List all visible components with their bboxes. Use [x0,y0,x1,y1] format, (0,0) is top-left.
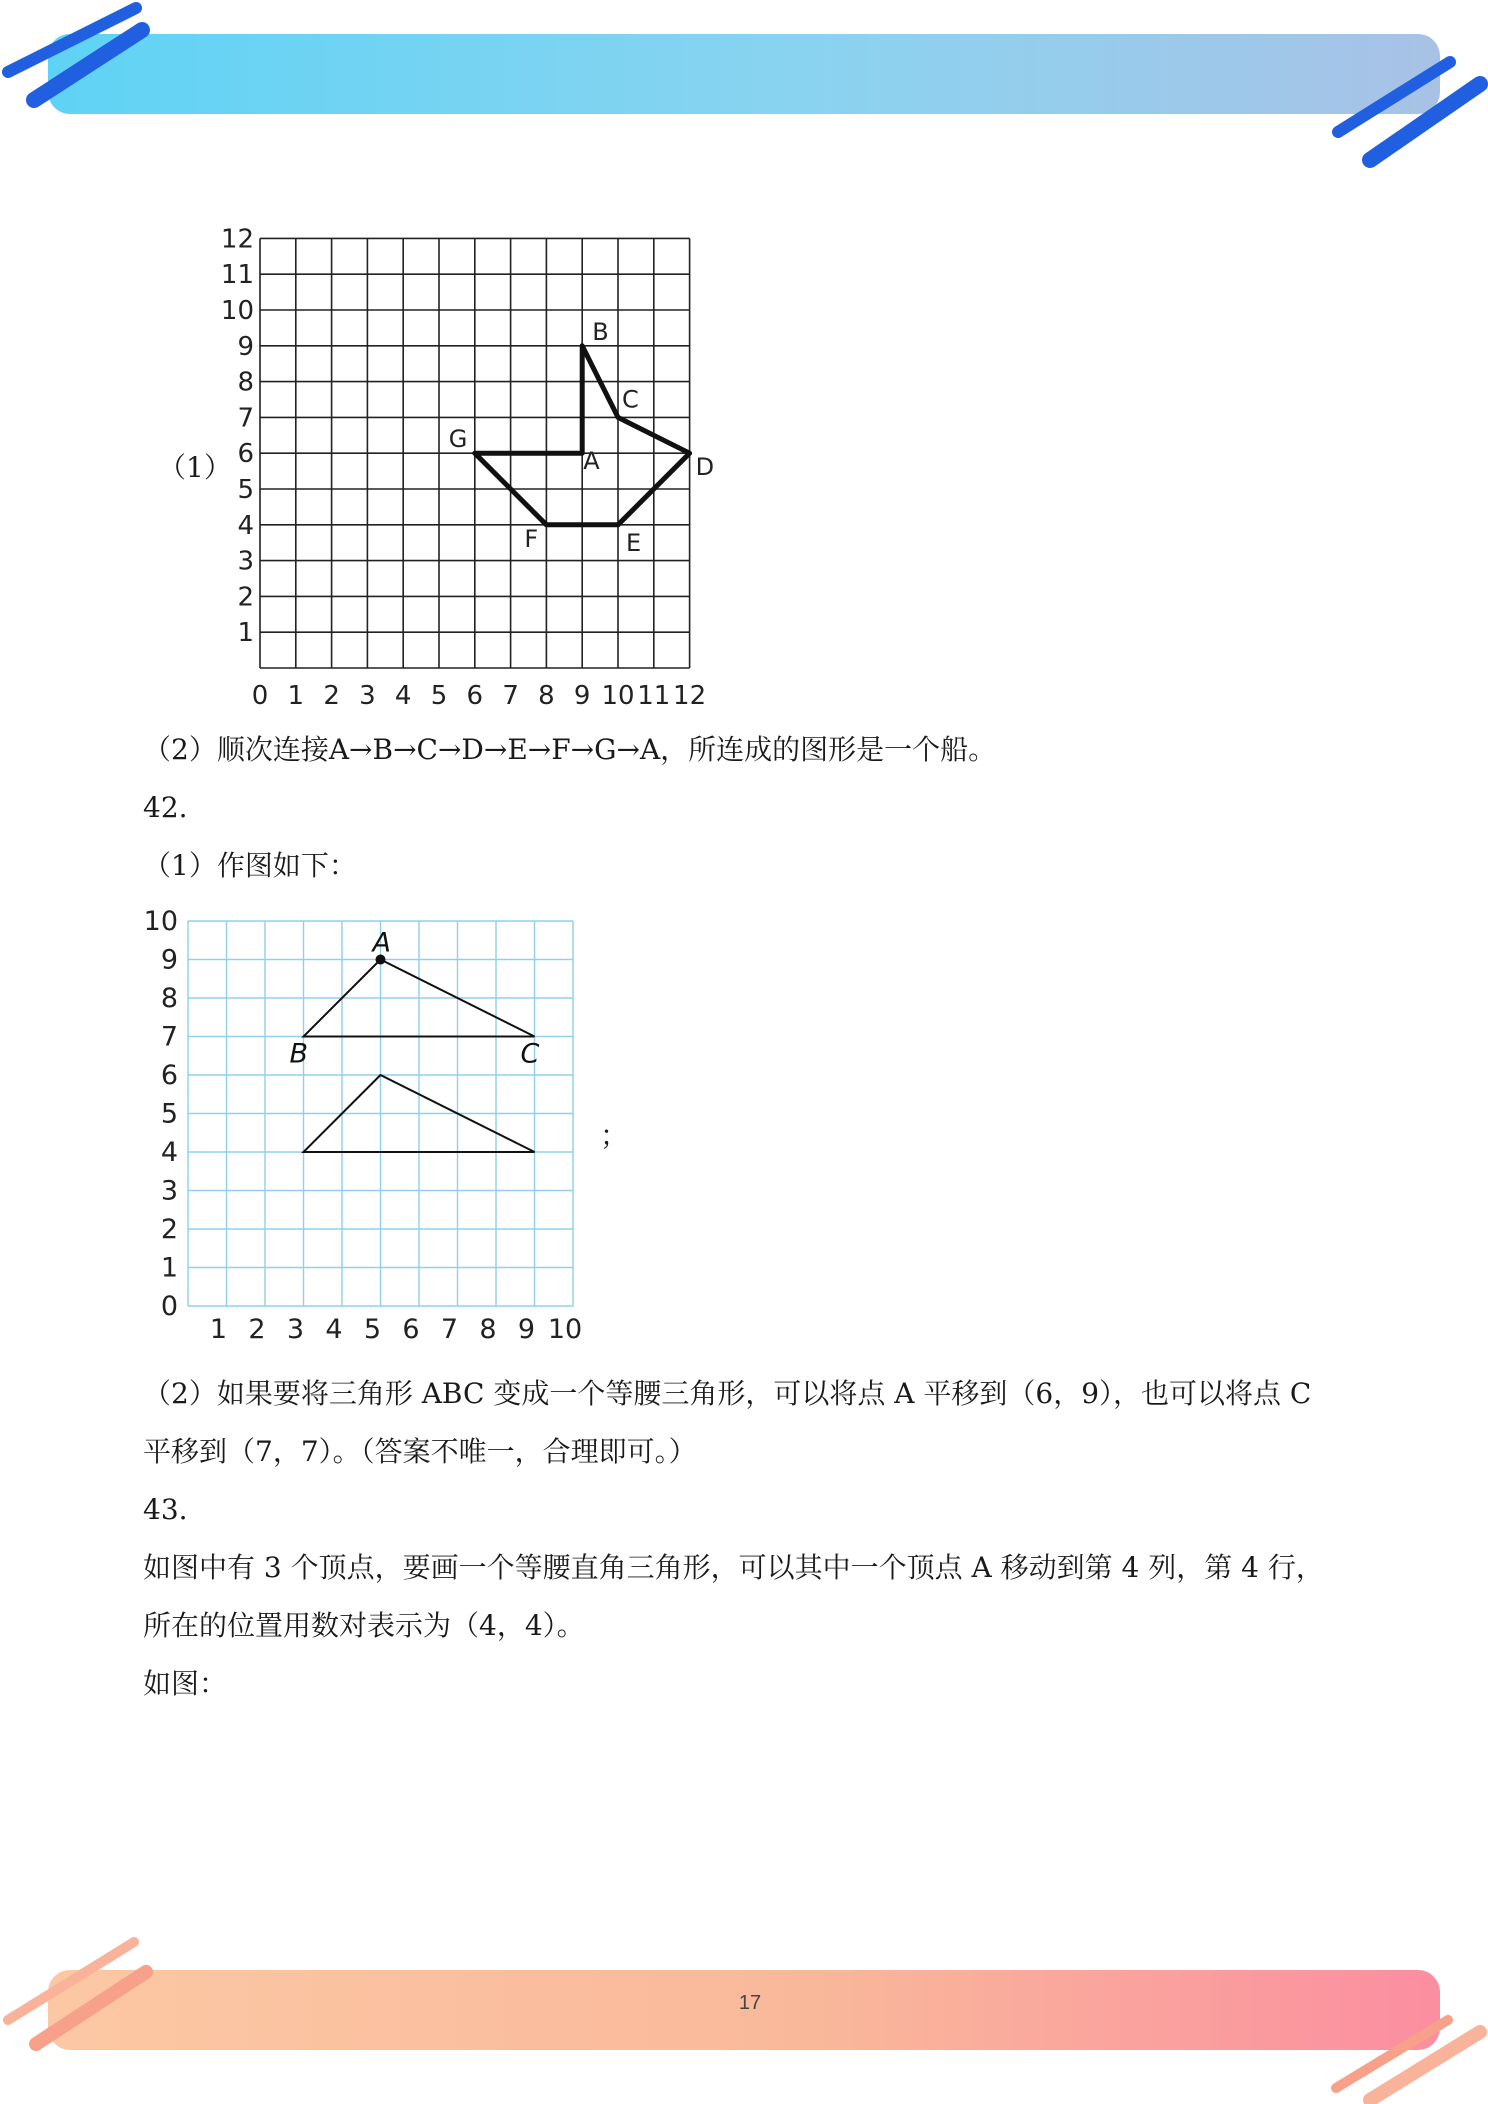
grid1-x-tick-label: 4 [394,681,412,711]
grid1-y-tick-label: 6 [237,439,254,470]
grid2-x-tick-label: 7 [440,1314,459,1345]
triangle-grid-figure [140,900,620,1360]
grid2-y-tick-label: 1 [160,1252,178,1284]
grid2-y-tick-label: 10 [143,906,178,937]
point-label-f: F [524,524,539,553]
grid2-x-tick-label: 10 [547,1314,583,1345]
q43-heading: 43. [143,1493,188,1526]
grid2-x-tick-label: 2 [248,1314,266,1345]
grid1-y-tick-label: 5 [237,475,254,505]
vertex-label-c: C [520,1038,540,1070]
grid1-y-tick-label: 1 [237,618,254,649]
grid1-y-tick-label: 8 [237,367,254,398]
grid2-x-tick-label: 8 [479,1314,497,1345]
grid2-x-tick-label: 9 [517,1314,536,1345]
point-label-e: E [626,528,642,557]
grid2-x-tick-label: 3 [286,1314,305,1345]
grid2-y-tick-label: 8 [160,983,178,1014]
q42-heading: 42. [143,791,188,824]
grid1-x-tick-label: 8 [538,681,555,711]
q41-part2-text: （2）顺次连接A→B→C→D→E→F→G→A，所连成的图形是一个船。 [143,733,997,766]
boat-grid-figure [210,220,740,720]
grid1-x-tick-label: 1 [287,681,305,711]
grid1-y-tick-label: 12 [220,224,254,255]
vertex-label-b: B [289,1038,309,1070]
q42-semicolon: ； [600,1119,629,1152]
point-label-b: B [592,317,609,346]
point-label-d: D [695,453,715,482]
q41-part1-label: （1） [158,451,232,484]
page-number: 17 [738,1992,762,2014]
grid1-x-tick-label: 6 [466,681,484,711]
grid2-x-tick-label: 1 [209,1314,228,1345]
grid1-y-tick-label: 11 [220,260,254,291]
q43-line3: 如图： [143,1667,228,1700]
q43-line1: 如图中有 3 个顶点，要画一个等腰直角三角形，可以其中一个顶点 A 移动到第 4 列，第 4 行， [143,1551,1324,1584]
grid2-x-tick-label: 5 [363,1314,382,1345]
grid1-y-tick-label: 9 [237,331,254,362]
grid2-y-tick-label: 2 [160,1214,178,1245]
grid1-y-tick-label: 3 [237,546,254,577]
grid1-x-tick-label: 7 [502,681,519,711]
grid1-y-tick-label: 4 [237,510,254,541]
grid2-y-tick-label: 4 [160,1137,178,1168]
grid1-y-tick-label: 7 [237,403,254,434]
grid2-y-tick-label: 9 [160,944,178,976]
grid1-x-tick-label: 9 [573,681,591,711]
grid2-y-tick-label: 7 [160,1021,178,1053]
grid1-x-tick-label: 11 [637,681,671,711]
point-label-a: A [583,447,600,476]
header-stripes [0,0,1488,180]
grid2-y-tick-label: 0 [160,1291,178,1322]
grid2-y-tick-label: 5 [160,1098,178,1130]
q42-part2-line2: 平移到（7，7）。（答案不唯一，合理即可。） [143,1435,697,1468]
grid1-y-tick-label: 10 [220,296,254,326]
grid1-x-tick-label: 12 [673,681,707,711]
q42-part2-line1: （2）如果要将三角形 ABC 变成一个等腰三角形，可以将点 A 平移到（6，9），也可以将点 C [143,1377,1312,1410]
grid1-x-tick-label: 10 [601,681,635,711]
grid2-x-tick-label: 4 [325,1314,343,1345]
point-label-c: C [622,385,639,414]
vertex-label-a: A [372,927,391,959]
grid1-x-tick-label: 3 [359,681,376,711]
point-label-g: G [448,425,468,454]
q42-part1-text: （1）作图如下： [143,849,357,882]
grid2-x-tick-label: 6 [402,1314,420,1345]
grid2-y-tick-label: 3 [160,1175,178,1207]
grid2-y-tick-label: 6 [160,1060,178,1091]
q43-line2: 所在的位置用数对表示为（4，4）。 [143,1609,585,1642]
grid1-x-tick-label: 0 [251,681,269,711]
grid1-y-tick-label: 2 [237,582,254,613]
grid1-x-tick-label: 5 [430,681,448,711]
grid1-x-tick-label: 2 [323,681,340,711]
